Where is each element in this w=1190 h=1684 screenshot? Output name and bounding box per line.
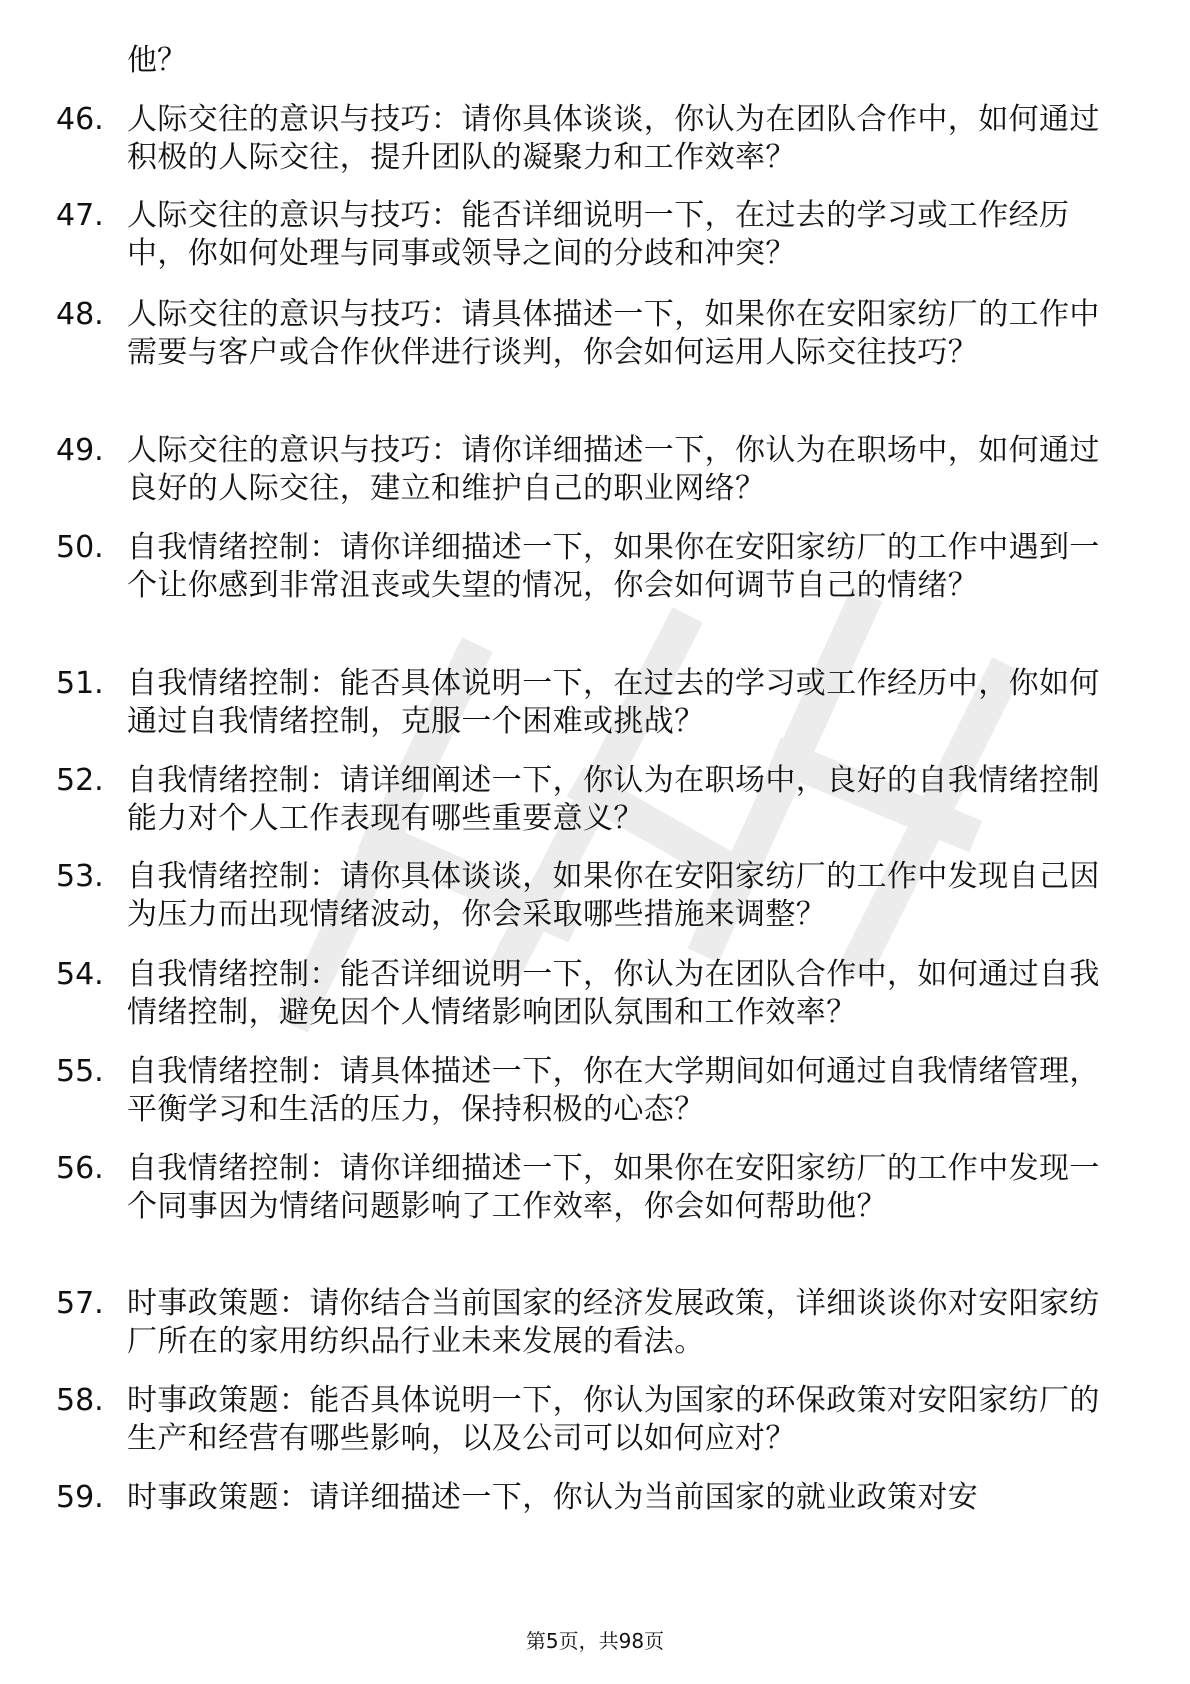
- item-text: 时事政策题：请你结合当前国家的经济发展政策，详细谈谈你对安阳家纺厂所在的家用纺织品行业未来发展的看法。: [127, 1286, 1100, 1359]
- item-text: 自我情绪控制：请详细阐述一下，你认为在职场中，良好的自我情绪控制能力对个人工作表现有哪些重要意义？: [127, 763, 1100, 836]
- item-number: 56.: [56, 1151, 104, 1186]
- item-text: 自我情绪控制：请你详细描述一下，如果你在安阳家纺厂的工作中遇到一个让你感到非常沮丧或失望的情况，你会如何调节自己的情绪？: [127, 530, 1100, 603]
- item-text: 人际交往的意识与技巧：能否详细说明一下，在过去的学习或工作经历中，你如何处理与同事或领导之间的分歧和冲突？: [127, 198, 1070, 271]
- item-number: 51.: [56, 666, 104, 701]
- item-number: 58.: [56, 1383, 104, 1418]
- item-text: 自我情绪控制：能否详细说明一下，你认为在团队合作中，如何通过自我情绪控制，避免因个人情绪影响团队氛围和工作效率？: [127, 957, 1100, 1030]
- item-text: 时事政策题：能否具体说明一下，你认为国家的环保政策对安阳家纺厂的生产和经营有哪些影响，以及公司可以如何应对？: [127, 1383, 1100, 1456]
- item-text: 人际交往的意识与技巧：请具体描述一下，如果你在安阳家纺厂的工作中需要与客户或合作伙伴进行谈判，你会如何运用人际交往技巧？: [127, 297, 1100, 370]
- item-number: 46.: [56, 102, 104, 137]
- item-text: 人际交往的意识与技巧：请你详细描述一下，你认为在职场中，如何通过良好的人际交往，建立和维护自己的职业网络？: [127, 433, 1100, 506]
- continued-text: 他？: [127, 43, 187, 78]
- item-number: 48.: [56, 297, 104, 332]
- item-number: 49.: [56, 433, 104, 468]
- item-number: 53.: [56, 859, 104, 894]
- item-text: 人际交往的意识与技巧：请你具体谈谈，你认为在团队合作中，如何通过积极的人际交往，提升团队的凝聚力和工作效率？: [127, 102, 1100, 175]
- item-text: 自我情绪控制：请你详细描述一下，如果你在安阳家纺厂的工作中发现一个同事因为情绪问题影响了工作效率，你会如何帮助他？: [127, 1151, 1100, 1224]
- item-number: 55.: [56, 1054, 104, 1089]
- item-number: 50.: [56, 530, 104, 565]
- item-number: 57.: [56, 1286, 104, 1321]
- item-number: 47.: [56, 198, 104, 233]
- item-text: 自我情绪控制：请具体描述一下，你在大学期间如何通过自我情绪管理，平衡学习和生活的压力，保持积极的心态？: [127, 1054, 1100, 1127]
- item-text: 自我情绪控制：能否具体说明一下，在过去的学习或工作经历中，你如何通过自我情绪控制，克服一个困难或挑战？: [127, 666, 1100, 739]
- item-text: 自我情绪控制：请你具体谈谈，如果你在安阳家纺厂的工作中发现自己因为压力而出现情绪波动，你会采取哪些措施来调整？: [127, 859, 1100, 932]
- item-number: 52.: [56, 763, 104, 798]
- page-number-footer: 第5页，共98页: [525, 1629, 665, 1653]
- item-text: 时事政策题：请详细描述一下，你认为当前国家的就业政策对安: [127, 1480, 979, 1515]
- item-number: 59.: [56, 1480, 104, 1515]
- item-number: 54.: [56, 957, 104, 992]
